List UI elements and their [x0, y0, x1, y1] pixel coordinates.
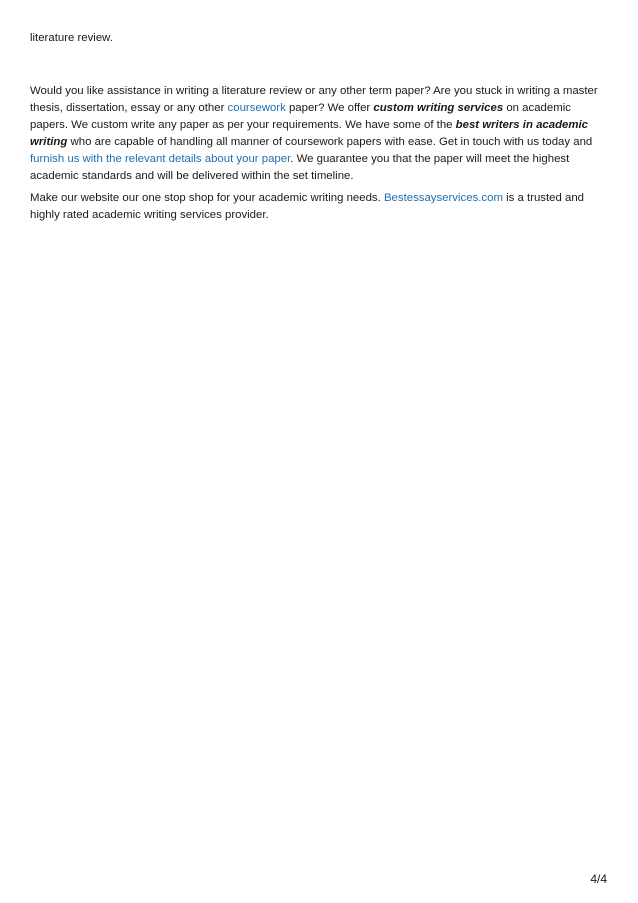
emphasis-custom-writing: custom writing services: [373, 102, 504, 114]
coursework-link[interactable]: coursework: [227, 102, 286, 114]
furnish-details-link[interactable]: furnish us with the relevant details about your paper: [30, 153, 291, 165]
paragraph-text: who are capable of handling all manner of coursework papers with ease. Get in touch with us today and: [67, 136, 593, 148]
site-link[interactable]: Bestessayservices.com: [383, 192, 503, 204]
paragraph-text: . We guarantee you that the paper will meet the highest academic standards and will be delivered within the set timeline.: [30, 153, 570, 182]
paragraph-text: is a trusted and highly rated academic writing services provider.: [30, 192, 585, 221]
paragraph-text: Would you like assistance in writing a literature review or any other term paper? Are you stuck in writing a master thesis, dissertation, essay or any other: [30, 85, 598, 114]
paragraph-text: Make our website our one stop shop for your academic writing needs.: [30, 192, 384, 204]
body-paragraph-website: [30, 190, 608, 224]
paragraph-text: paper? We offer: [285, 102, 374, 114]
emphasis-best-writers: best writers in academic writing: [30, 119, 588, 148]
paragraph-text: on academic papers. We custom write any paper as per your requirements. We have some of the: [30, 102, 571, 131]
page-number: 4/4: [590, 872, 607, 886]
body-paragraph-assistance: [30, 83, 608, 185]
continued-text: literature review.: [30, 32, 113, 44]
